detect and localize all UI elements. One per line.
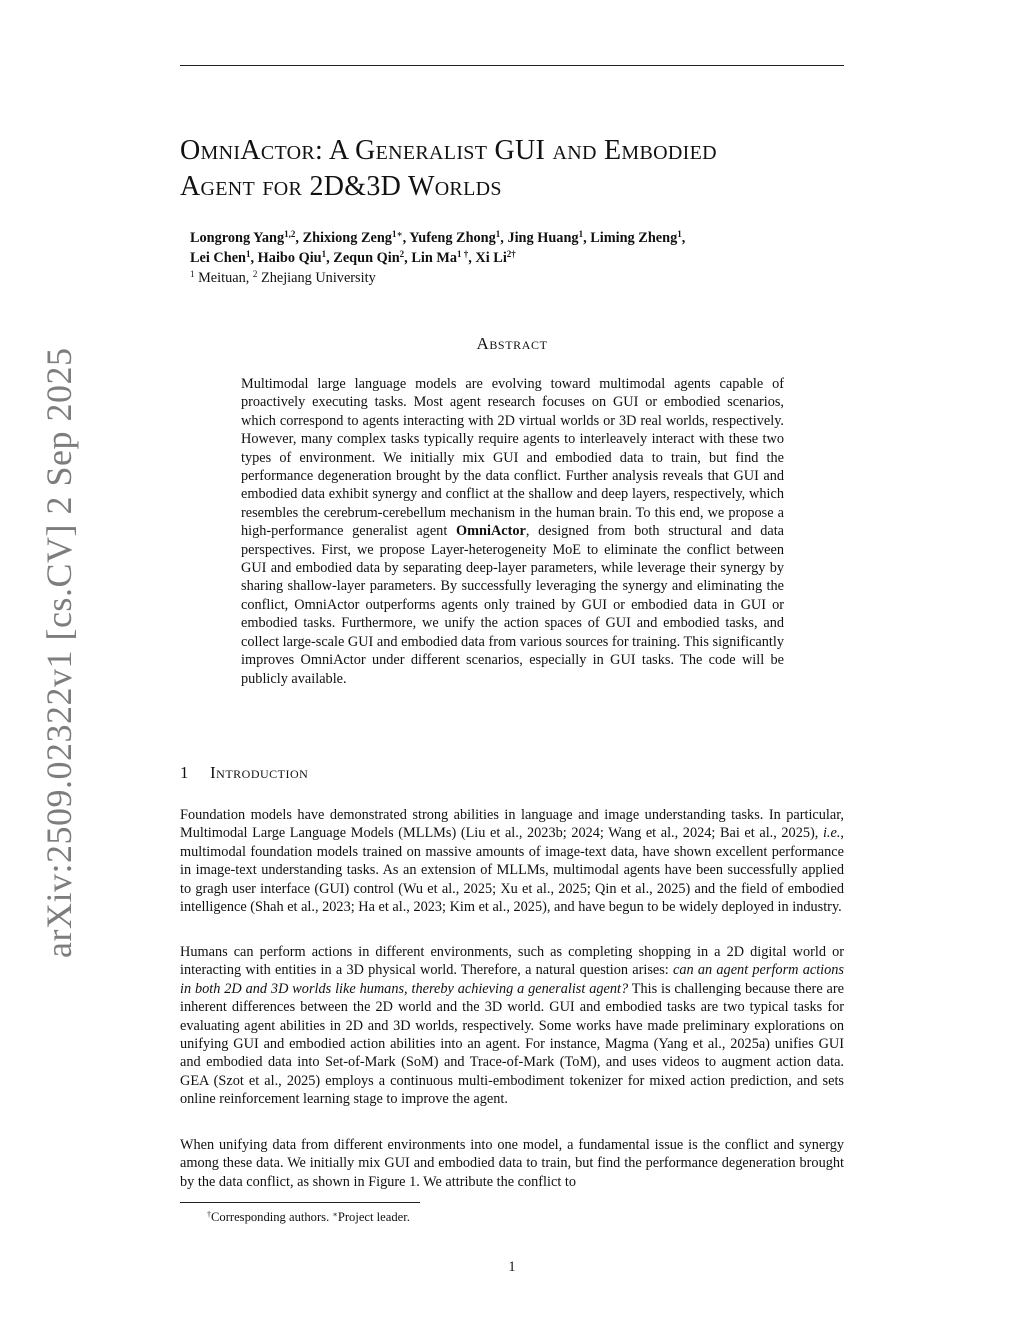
paragraph-text-part: , multimodal foundation models trained on massive amounts of image-text data, have shown excellent performance in image-text understanding tasks. As an extension of MLLMs, multimodal agents have been successfully applied to gragh user interface (GUI) control (Wu et al., 2025; Xu et al., 2025; Qin et al., 2025) and the field of embodied intelligence (Shah et al., 2023; Ha et al., 2023; Kim et al., 2025), and have begun to be widely deployed in industry. [180,825,844,916]
intro-paragraph-2 [180,943,844,1109]
abstract-text-part: , designed from both structural and data perspectives. First, we propose Layer-heterogeneity MoE to eliminate the conflict between GUI and embodied data by separating deep-layer parameters, while leverage their synergy by sharing shallow-layer parameters. By successfully leveraging the synergy and eliminating the conflict, OmniActor outperforms agents only trained by GUI or embodied data in GUI or embodied tasks. Furthermore, we unify the action spaces of GUI and embodied tasks, and collect large-scale GUI and embodied data from various sources for training. This significantly improves OmniActor under different scenarios, especially in GUI tasks. The code will be publicly available. [241,523,785,687]
author-affiliation-mark: 1 [677,229,682,239]
section-title: Introduction [210,763,309,782]
abstract-heading: Abstract [476,334,548,353]
author-name: Jing Huang [507,230,579,246]
page-number: 1 [508,1259,516,1275]
footnote-text: Project leader. [337,1210,410,1224]
author-name: Longrong Yang [190,230,285,246]
author-name: Lin Ma [411,250,457,266]
italic-question: can an agent perform actions in both 2D and 3D worlds like humans, thereby achieving a generalist agent? [180,962,844,997]
abstract-text-part: Multimodal large language models are evolving toward multimodal agents capable of proactively executing tasks. Most agent research focuses on GUI or embodied scenarios, which correspond to agents interacting with 2D virtual worlds or 3D real worlds, respectively. However, many complex tasks typically require agents to interleavely interact with these two types of environment. We initially mix GUI and embodied data to train, but find the performance degeneration brought by the data conflict. Further analysis reveals that GUI and embodied data exhibit synergy and conflict at the shallow and deep layers, respectively, which resembles the cerebrum-cerebellum mechanism in the human brain. To this end, we propose a high-performance generalist agent [241,376,784,540]
author-affiliation-mark: 2 [399,249,405,259]
intro-paragraph-3: When unifying data from different environments into one model, a fundamental issue is the conflict and synergy among these data. We initially mix GUI and embodied data to train, but find the performance degeneration brought by the data conflict, as shown in Figure 1. We attribute the conflict to [180,1137,844,1190]
footnote-mark: ∗ [332,1210,338,1219]
author-name: Zhixiong Zeng [302,230,392,246]
abstract-body [241,375,784,688]
affiliation-name: Meituan [198,270,246,286]
author-name: Lei Chen [190,250,247,266]
intro-paragraph-1 [180,806,844,916]
model-name-bold: OmniActor [456,523,526,540]
paragraph-text-part: Humans can perform actions in different environments, such as completing shopping in a 2D digital world or interacting with entities in a 3D physical world. Therefore, a natural question arises: [180,944,844,979]
arxiv-identifier-stamp: arXiv:2509.02322v1 [cs.CV] 2 Sep 2025 [39,347,79,958]
affiliation-name: Zhejiang University [260,270,376,286]
author-name: Liming Zheng [590,230,678,246]
footnote-rule [180,1202,420,1203]
footnote [207,1209,707,1225]
author-name: Zequn Qin [333,250,400,266]
italic-abbreviation: i.e. [822,825,841,842]
affiliation-mark: 1 [190,269,195,279]
author-line-2: Lei Chen$^1$, Haibo Qiu$^1$, Zequn Qin$^2$, Lin $Ma^{1 \dagger}$, Xi $Li^{2\dagger}$ [190,249,516,266]
author-affiliation-mark: 2† [506,249,516,259]
author-line-1: Longrong Yang$^{1,2}$, Zhixiong Zeng$^{1∗}$, Yufeng Zhong$^1$, Jing Huang$^1$, Liming Zheng$^1$, [190,229,686,246]
author-affiliation-mark: 1 [321,249,327,259]
author-name: Haibo Qiu [257,250,322,266]
author-name: Yufeng Zhong [409,230,496,246]
footnote-mark: † [207,1210,211,1219]
author-affiliation-mark: 1 [578,229,584,239]
paper-title-line-1: OmniActor: A Generalist GUI and Embodied [180,135,717,166]
author-block [190,228,830,288]
author-name: Xi Li [475,250,507,266]
affiliations-line: $^1$ Meituan, $^2$ Zhejiang University [190,269,376,286]
author-affiliation-mark: 1 † [457,249,469,259]
section-number: 1 [180,763,189,782]
author-affiliation-mark: 1∗ [391,229,403,239]
author-affiliation-mark: 1 [246,249,251,259]
section-heading-introduction [180,763,580,783]
footnote-text: Corresponding authors. [211,1210,330,1224]
paper-title [180,133,860,205]
top-rule [180,65,844,66]
paper-title-line-2: Agent for 2D&3D Worlds [180,171,502,202]
author-affiliation-mark: 1,2 [284,229,296,239]
paragraph-text-part: Foundation models have demonstrated strong abilities in language and image understanding tasks. In particular, Multimodal Large Language Models (MLLMs) (Liu et al., 2023b; 2024; Wang et al., 2024; Bai et al., 2025), [180,807,844,842]
author-affiliation-mark: 1 [495,229,501,239]
affiliation-mark: 2 [252,269,258,279]
paragraph-text-part: This is challenging because there are inherent differences between the 2D world and the 3D world. GUI and embodied tasks are two typical tasks for evaluating agent abilities in 2D and 3D worlds, respectively. Some works have made preliminary explorations on unifying GUI and embodied action abilities into an agent. For instance, Magma (Yang et al., 2025a) unifies GUI and embodied data into Set-of-Mark (SoM) and Trace-of-Mark (ToM), and uses videos to augment action data. GEA (Szot et al., 2025) employs a continuous multi-embodiment tokenizer for mixed action prediction, and sets online reinforcement learning stage to improve the agent. [180,980,844,1108]
